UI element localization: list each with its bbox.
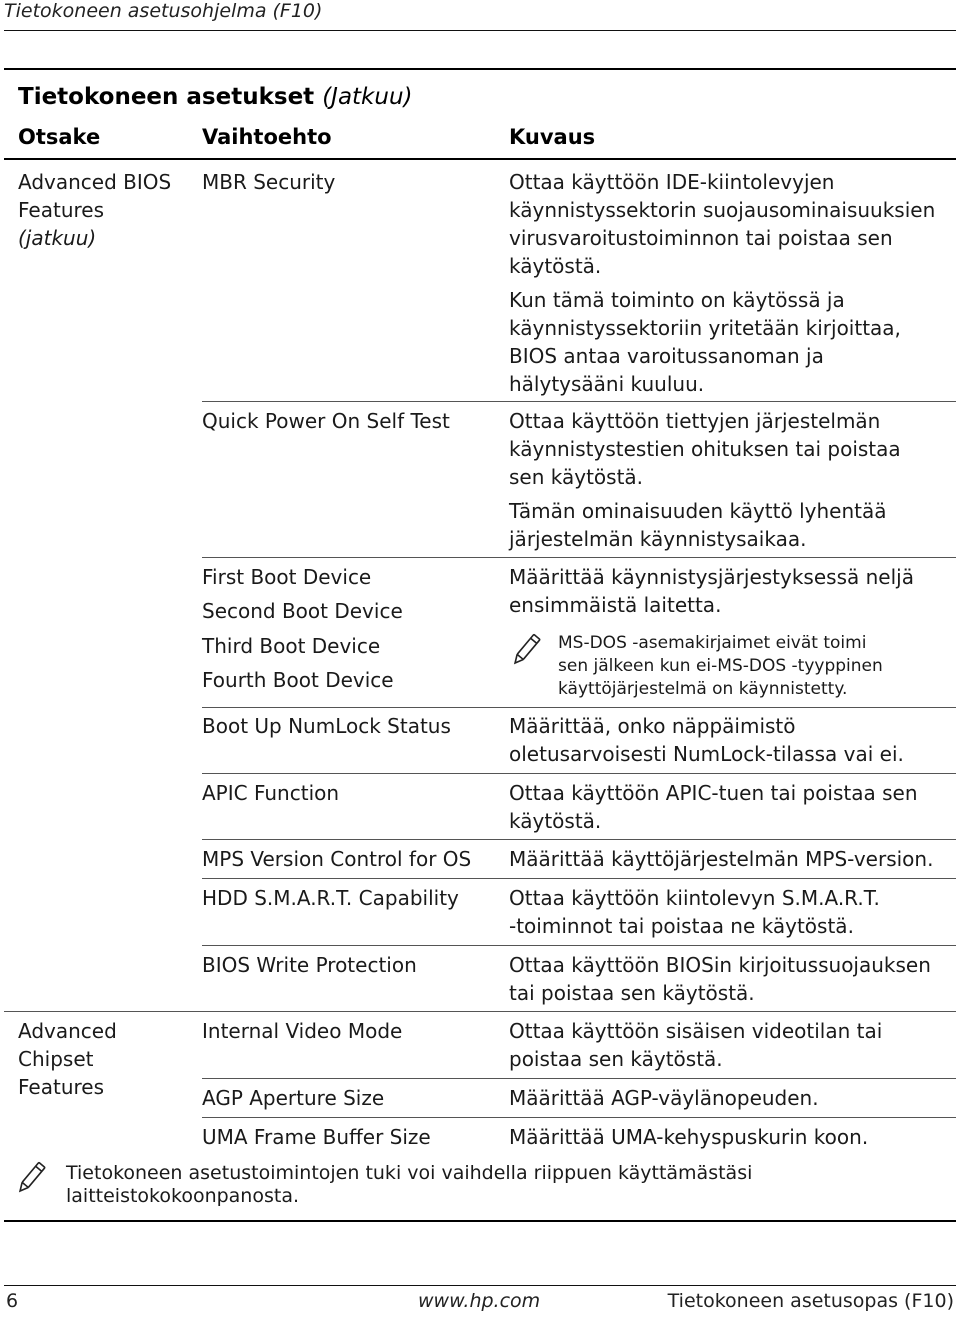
row-divider	[202, 401, 956, 402]
description-line: oletusarvoisesti NumLock-tilassa vai ei.	[509, 742, 904, 766]
description-line: Ottaa käyttöön kiintolevyn S.M.A.R.T.	[509, 886, 880, 910]
description-line: hälytysääni kuuluu.	[509, 372, 705, 396]
description-line: Määrittää käynnistysjärjestyksessä neljä	[509, 565, 914, 589]
option-third-boot-device: Third Boot Device	[202, 634, 381, 658]
description-line: Tämän ominaisuuden käyttö lyhentää	[509, 499, 887, 523]
description-line: Ottaa käyttöön BIOSin kirjoitussuojauksen	[509, 953, 931, 977]
row-divider	[202, 773, 956, 774]
description-line: käynnistystestien ohituksen tai poistaa	[509, 437, 901, 461]
option-second-boot-device: Second Boot Device	[202, 599, 403, 623]
description-line: virusvaroitustoiminnon tai poistaa sen	[509, 226, 893, 250]
description-line: tai poistaa sen käytöstä.	[509, 981, 755, 1005]
option-fourth-boot-device: Fourth Boot Device	[202, 668, 394, 692]
group-heading-continued: (jatkuu)	[18, 226, 97, 250]
footer-guide-title: Tietokoneen asetusopas (F10)	[667, 1290, 954, 1312]
row-divider	[202, 945, 956, 946]
table-caption-suffix: (Jatkuu)	[322, 84, 413, 110]
column-header-vaihtoehto: Vaihtoehto	[202, 125, 332, 149]
row-divider	[202, 878, 956, 879]
option-mps-version: MPS Version Control for OS	[202, 847, 472, 871]
row-divider	[202, 839, 956, 840]
row-divider	[202, 1078, 956, 1079]
footer-rule	[4, 1285, 956, 1286]
header-rule	[4, 30, 956, 31]
group-heading-line: Features	[18, 198, 104, 222]
description-line: Määrittää, onko näppäimistö	[509, 714, 796, 738]
description-line: käytöstä.	[509, 254, 602, 278]
option-quick-post: Quick Power On Self Test	[202, 409, 450, 433]
description-line: Ottaa käyttöön IDE-kiintolevyjen	[509, 170, 835, 194]
running-header: Tietokoneen asetusohjelma (F10)	[4, 0, 323, 22]
group-divider	[4, 1011, 956, 1012]
description-line: Ottaa käyttöön sisäisen videotilan tai	[509, 1019, 883, 1043]
description-line: -toiminnot tai poistaa ne käytöstä.	[509, 914, 854, 938]
column-header-rule	[4, 158, 956, 160]
description-line: Määrittää käyttöjärjestelmän MPS-version.	[509, 847, 934, 871]
description-line: Ottaa käyttöön tiettyjen järjestelmän	[509, 409, 881, 433]
description-line: käytöstä.	[509, 809, 602, 833]
description-line: käynnistyssektorin suojausominaisuuksien	[509, 198, 936, 222]
note-line: käyttöjärjestelmä on käynnistetty.	[558, 679, 848, 699]
footnote-line: Tietokoneen asetustoimintojen tuki voi vaihdella riippuen käyttämästäsi	[66, 1162, 753, 1184]
option-first-boot-device: First Boot Device	[202, 565, 372, 589]
table-caption-title: Tietokoneen asetukset	[18, 84, 315, 110]
description-line: Kun tämä toiminto on käytössä ja	[509, 288, 845, 312]
description-line: poistaa sen käytöstä.	[509, 1047, 723, 1071]
column-header-kuvaus: Kuvaus	[509, 125, 596, 149]
group-heading-line: Chipset	[18, 1047, 94, 1071]
description-line: BIOS antaa varoitussanoman ja	[509, 344, 824, 368]
note-line: sen jälkeen kun ei-MS-DOS -tyyppinen	[558, 656, 883, 676]
note-line: MS-DOS -asemakirjaimet eivät toimi	[558, 633, 867, 653]
option-hdd-smart: HDD S.M.A.R.T. Capability	[202, 886, 459, 910]
option-uma-frame-buffer-size: UMA Frame Buffer Size	[202, 1125, 431, 1149]
group-heading-line: Features	[18, 1075, 104, 1099]
pencil-note-icon	[511, 630, 541, 670]
row-divider	[202, 707, 956, 708]
group-heading-line: Advanced	[18, 1019, 117, 1043]
option-apic-function: APIC Function	[202, 781, 340, 805]
description-line: Ottaa käyttöön APIC-tuen tai poistaa sen	[509, 781, 918, 805]
description-line: Määrittää UMA-kehyspuskurin koon.	[509, 1125, 869, 1149]
option-bios-write-protection: BIOS Write Protection	[202, 953, 417, 977]
option-internal-video-mode: Internal Video Mode	[202, 1019, 403, 1043]
description-line: järjestelmän käynnistysaikaa.	[509, 527, 807, 551]
description-line: Määrittää AGP-väylänopeuden.	[509, 1086, 819, 1110]
description-line: ensimmäistä laitetta.	[509, 593, 722, 617]
option-mbr-security: MBR Security	[202, 170, 336, 194]
footnote-line: laitteistokokoonpanosta.	[66, 1185, 300, 1207]
pencil-note-icon	[16, 1158, 46, 1198]
description-line: käynnistyssektoriin yritetään kirjoittaa,	[509, 316, 901, 340]
description-line: sen käytöstä.	[509, 465, 644, 489]
column-header-otsake: Otsake	[18, 125, 101, 149]
row-divider	[202, 1117, 956, 1118]
option-agp-aperture-size: AGP Aperture Size	[202, 1086, 385, 1110]
page-number: 6	[6, 1290, 19, 1312]
footer-url: www.hp.com	[418, 1290, 541, 1312]
table-footnote	[66, 1162, 752, 1208]
row-divider	[202, 557, 956, 558]
option-numlock-status: Boot Up NumLock Status	[202, 714, 451, 738]
group-heading-line: Advanced BIOS	[18, 170, 172, 194]
table-caption	[18, 84, 413, 110]
